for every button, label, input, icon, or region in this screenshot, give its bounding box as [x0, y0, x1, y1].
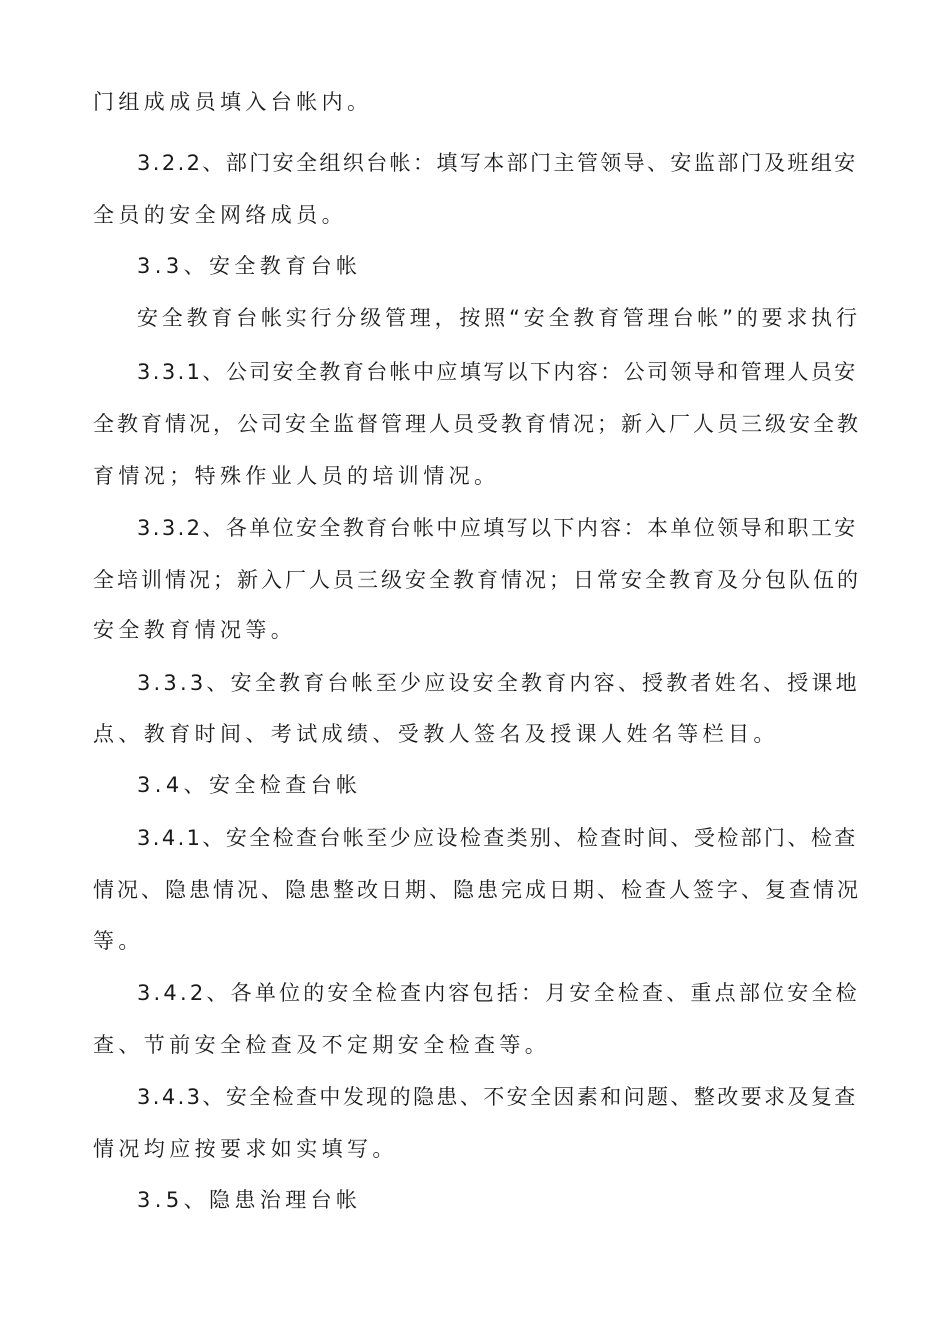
- text-line: 等。: [93, 929, 144, 953]
- text-line: 安全教育台帐实行分级管理，按照“安全教育管理台帐”的要求执行: [137, 306, 861, 330]
- text-line: 3.3.2、各单位安全教育台帐中应填写以下内容：本单位领导和职工安: [137, 516, 858, 540]
- text-line: 3.4.3、安全检查中发现的隐患、不安全因素和问题、整改要求及复查: [137, 1085, 858, 1109]
- text-line: 情况均应按要求如实填写。: [93, 1137, 398, 1161]
- section-heading: 3.5、隐患治理台帐: [137, 1188, 362, 1212]
- text-line: 情况、隐患情况、隐患整改日期、隐患完成日期、检查人签字、复查情况: [93, 878, 861, 902]
- text-line: 3.4.2、各单位的安全检查内容包括：月安全检查、重点部位安全检: [137, 981, 860, 1005]
- text-line: 全教育情况，公司安全监督管理人员受教育情况；新入厂人员三级安全教: [93, 412, 861, 436]
- text-line: 安全教育情况等。: [93, 618, 297, 642]
- section-heading: 3.3、安全教育台帐: [137, 254, 362, 278]
- text-line: 点、教育时间、考试成绩、受教人签名及授课人姓名等栏目。: [93, 722, 779, 746]
- text-line: 查、节前安全检查及不定期安全检查等。: [93, 1033, 551, 1057]
- section-heading: 3.4、安全检查台帐: [137, 773, 362, 797]
- text-line: 育情况；特殊作业人员的培训情况。: [93, 464, 500, 488]
- text-line: 3.4.1、安全检查台帐至少应设检查类别、检查时间、受检部门、检查: [137, 826, 858, 850]
- text-line: 门组成成员填入台帐内。: [93, 90, 373, 114]
- text-line: 全培训情况；新入厂人员三级安全教育情况；日常安全教育及分包队伍的: [93, 568, 861, 592]
- text-line: 3.2.2、部门安全组织台帐：填写本部门主管领导、安监部门及班组安: [137, 151, 858, 175]
- text-line: 全员的安全网络成员。: [93, 203, 347, 227]
- text-line: 3.3.3、安全教育台帐至少应设安全教育内容、授教者姓名、授课地: [137, 671, 860, 695]
- text-line: 3.3.1、公司安全教育台帐中应填写以下内容：公司领导和管理人员安: [137, 360, 858, 384]
